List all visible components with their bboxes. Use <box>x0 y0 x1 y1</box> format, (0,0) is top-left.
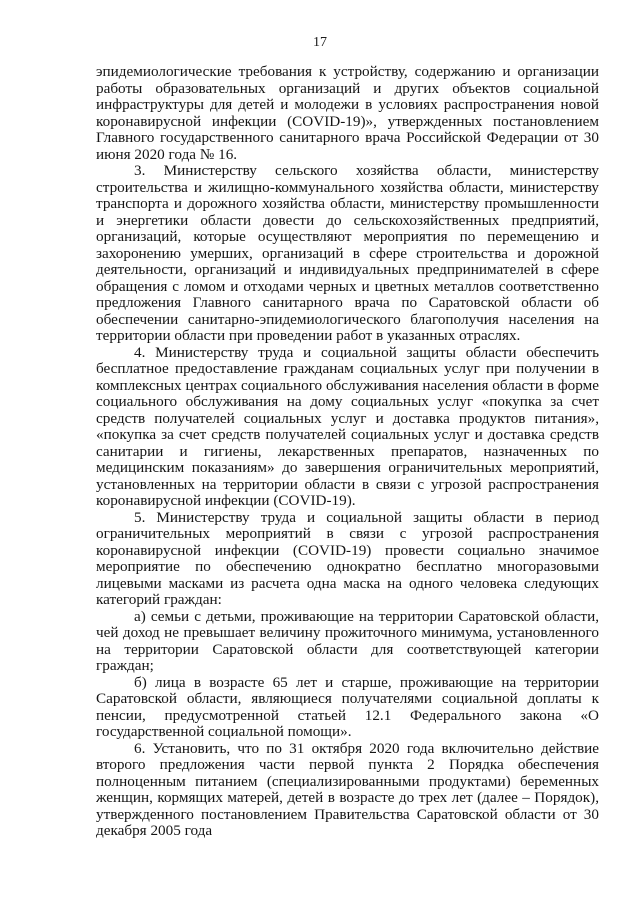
paragraph-item-3: 3. Министерству сельского хозяйства области, министерству строительства и жилищно-коммунального хозяйства области, министерству транспорта и дорожного хозяйства области, министерству промышленности и энергетики области довести до сельскохозяйственных предприятий, организаций, которые осуществляют мероприятия по перемещению и захоронению умерших, организаций в сфере строительства и дорожной деятельности, организаций и индивидуальных предпринимателей в сфере обращения с ломом и отходами черных и цветных металлов соответственно предложения Главного санитарного врача по Саратовской области об обеспечении санитарно-эпидемиологического благополучия населения на территории области при проведении работ в указанных отраслях. <box>96 162 599 344</box>
paragraph-item-6: 6. Установить, что по 31 октября 2020 года включительно действие второго предложения части первой пункта 2 Порядка обеспечения полноценным питанием (специализированными продуктами) беременных женщин, кормящих матерей, детей в возрасте до трех лет (далее – Порядок), утвержденного постановлением Правительства Саратовской области от 30 декабря 2005 года <box>96 739 599 839</box>
paragraph-item-5b: б) лица в возрасте 65 лет и старше, проживающие на территории Саратовской области, являющиеся получателями социальной доплаты к пенсии, предусмотренной статьей 12.1 Федерального закона «О государственной социальной помощи». <box>96 673 599 740</box>
paragraph-item-4: 4. Министерству труда и социальной защиты области обеспечить бесплатное предоставление гражданам социальных услуг при получении в комплексных центрах социального обслуживания населения области в форме социального обслуживания на дому социальных услуг «покупка за счет средств получателей социальных услуг и доставка продуктов питания», «покупка за счет средств получателей социальных услуг и доставка средств санитарии и гигиены, лекарственных препаратов, назначенных по медицинским показаниям» до завершения ограничительных мероприятий, установленных на территории области в связи с угрозой распространения коронавирусной инфекции (COVID-19). <box>96 343 599 509</box>
paragraph-item-5: 5. Министерству труда и социальной защиты области в период ограничительных мероприятий в связи с угрозой распространения коронавирусной инфекции (COVID-19) провести социально значимое мероприятие по обеспечению однократно бесплатно многоразовыми лицевыми масками из расчета одна маска на одного человека следующих категорий граждан: <box>96 508 599 608</box>
paragraph-item-5a: а) семьи с детьми, проживающие на территории Саратовской области, чей доход не превышает величину прожиточного минимума, установленного на территории Саратовской области для соответствующей категории граждан; <box>96 607 599 674</box>
document-body <box>96 64 599 840</box>
paragraph-epidemiological-requirements: эпидемиологические требования к устройству, содержанию и организации работы образовательных организаций и других объектов социальной инфраструктуры для детей и молодежи в условиях распространения новой коронавирусной инфекции (COVID-19)», утвержденных постановлением Главного государственного санитарного врача Российской Федерации от 30 июня 2020 года № 16. <box>96 63 599 163</box>
page-number: 17 <box>313 35 327 50</box>
